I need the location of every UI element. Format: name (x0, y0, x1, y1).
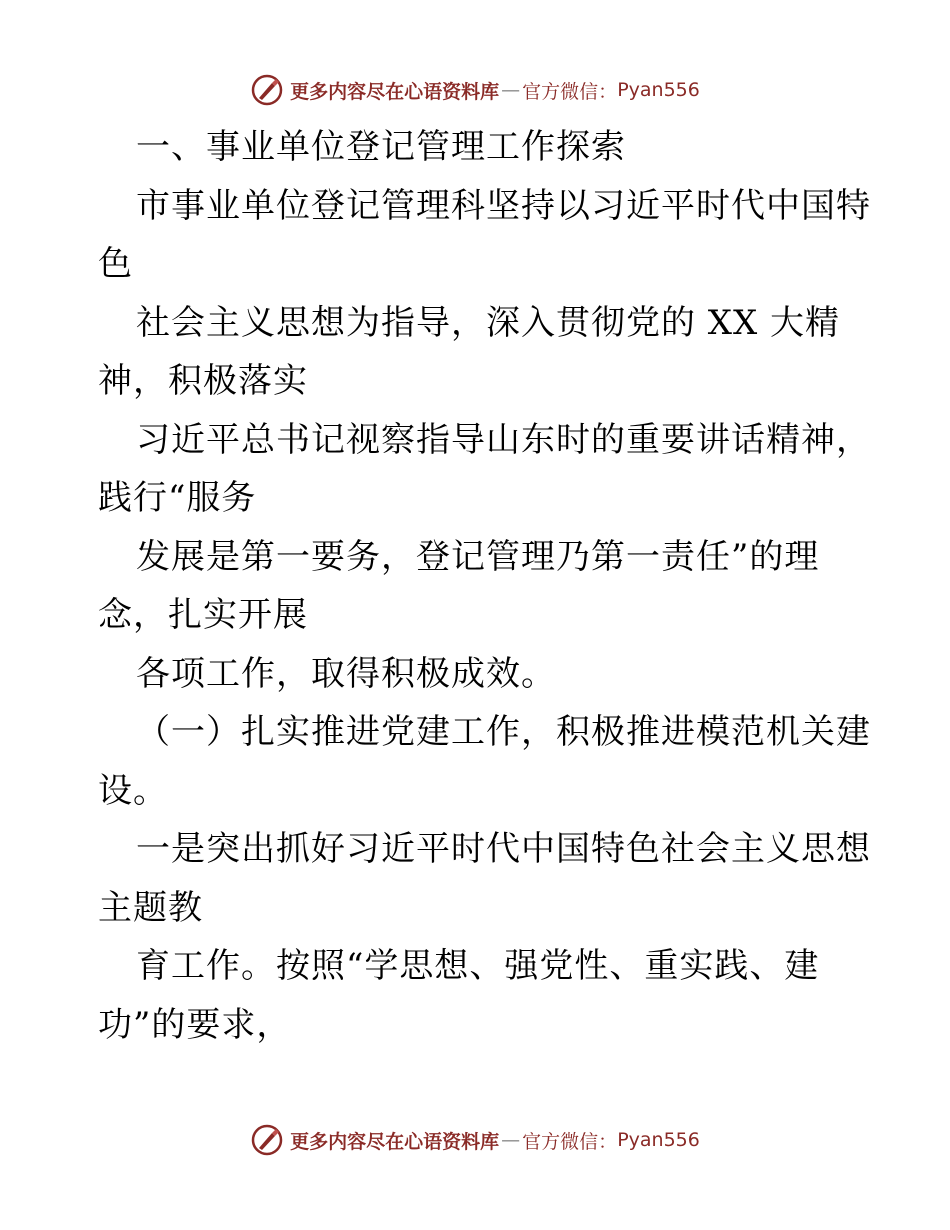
paragraph-line: 市事业单位登记管理科坚持以习近平时代中国特 (136, 185, 871, 226)
paragraph-line: 育工作。按照“学思想、强党性、重实践、建 (136, 946, 820, 986)
banner-dash: — (501, 1129, 521, 1151)
header-watermark (0, 70, 950, 110)
paragraph-line: 习近平总书记视察指导山东时的重要讲话精神， (136, 419, 871, 460)
paragraph-line: 践行“服务 (98, 478, 257, 518)
banner-wechat-id: Pyan556 (617, 1129, 700, 1151)
paragraph-line: 色 (98, 244, 133, 284)
document-body (98, 118, 871, 1054)
pen-logo-icon (250, 73, 284, 107)
paragraph-line: 念，扎实开展 (98, 595, 308, 635)
banner-dash: — (501, 79, 521, 101)
paragraph-line: 发展是第一要务，登记管理乃第一责任”的理 (136, 536, 820, 577)
paragraph-line: 各项工作，取得积极成效。 (136, 653, 556, 694)
paragraph-line: 神，积极落实 (98, 361, 308, 401)
paragraph-line: 一是突出抓好习近平时代中国特色社会主义思想 (136, 829, 871, 869)
paragraph-line: 功”的要求， (98, 1004, 292, 1045)
banner-wechat-id: Pyan556 (617, 79, 700, 101)
subsection-heading: （一）扎实推进党建工作，积极推进模范机关建 (136, 712, 871, 752)
banner-label: 官方微信： (522, 80, 618, 103)
banner-text: 更多内容尽在心语资料库 (290, 1130, 500, 1153)
section-heading: 一、事业单位登记管理工作探索 (136, 127, 626, 167)
paragraph-line: 社会主义思想为指导，深入贯彻党的 XX 大精 (136, 302, 841, 343)
pen-logo-icon (250, 1123, 284, 1157)
banner-text: 更多内容尽在心语资料库 (290, 80, 500, 103)
paragraph-line: 设。 (98, 770, 168, 811)
footer-watermark (0, 1120, 950, 1160)
banner-label: 官方微信： (522, 1130, 618, 1153)
paragraph-line: 主题教 (98, 887, 203, 928)
